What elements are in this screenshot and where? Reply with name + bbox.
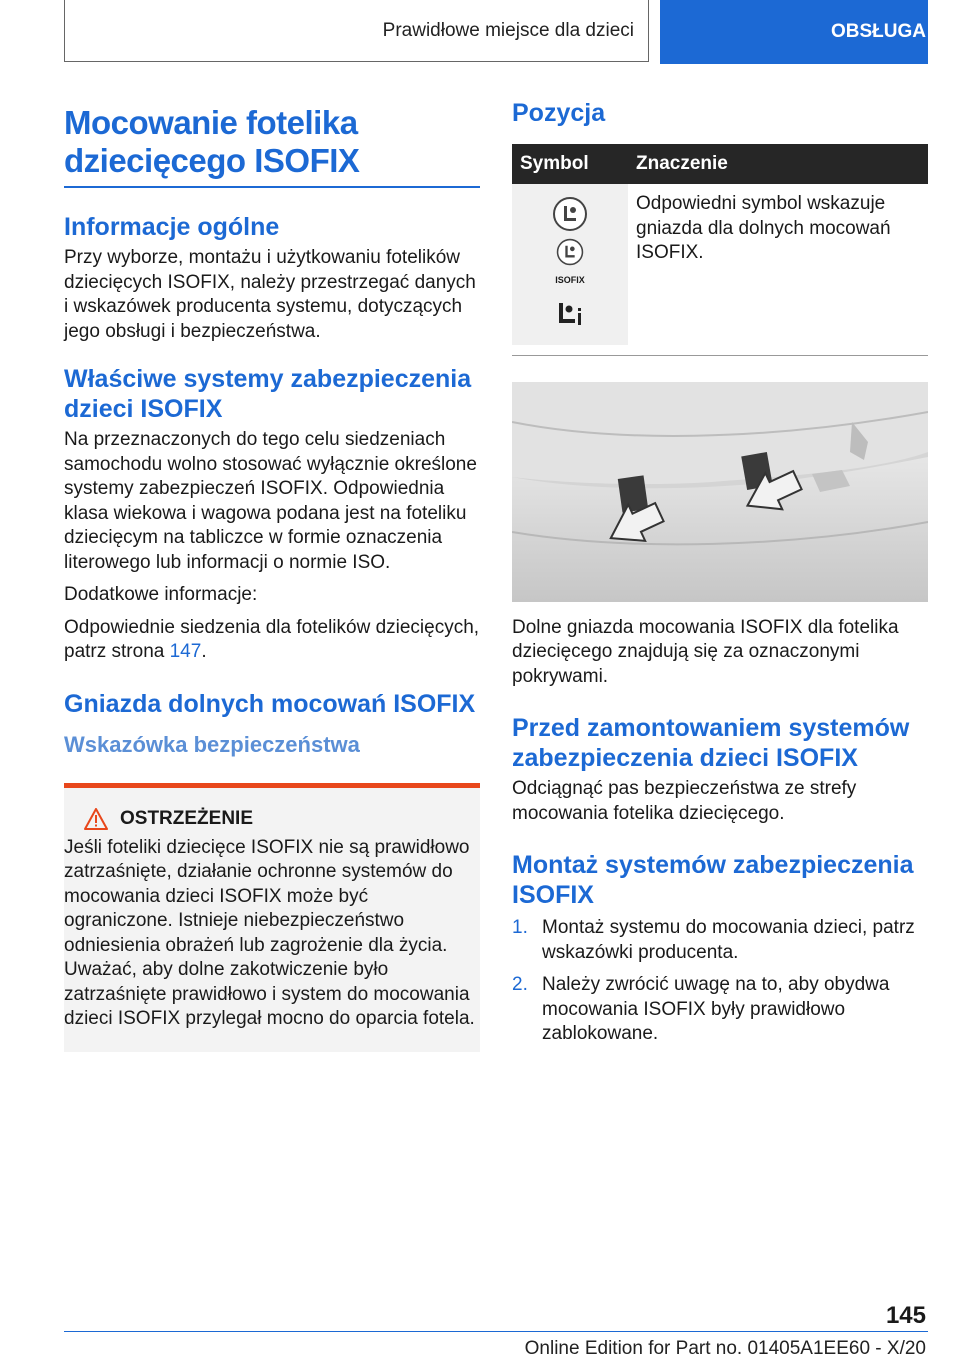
table-header-meaning: Znaczenie — [628, 144, 928, 184]
rear-seat-illustration — [512, 382, 928, 602]
step-number: 2. — [512, 974, 528, 995]
general-text: Przy wyborze, montażu i użytkowaniu fotelików dziecięcych ISOFIX, należy przestrzegać danych i wskazówek producenta systemu, dotyczących jego obsługi i bezpieczeństwa. — [64, 247, 476, 342]
before-heading: Przed zamontowaniem systemów zabezpieczenia dzieci ISOFIX — [512, 714, 910, 772]
photo-caption: Dolne gniazda mocowania ISOFIX dla fotelika dziecięcego znajdują się za oznaczonymi pokrywami. — [512, 616, 899, 687]
step-number: 1. — [512, 917, 528, 938]
chapter-label: OBSŁUGA — [831, 21, 926, 42]
table-bottom-rule — [512, 355, 928, 356]
systems-text: Na przeznaczonych do tego celu siedzeniach samochodu wolno stosować wyłącznie określone systemy zabezpieczeń ISOFIX. Odpowiednia klasa wiekowa i wagowa podana jest na foteliku dziecięcym na tabliczce w formie oznaczenia literowego lub informacji o normie ISO. — [64, 429, 477, 573]
child-seat-small-icon — [556, 238, 584, 266]
warning-box — [64, 783, 480, 1052]
warning-triangle-icon — [84, 808, 108, 830]
left-column — [64, 104, 480, 1052]
isofix-photo — [512, 382, 928, 602]
systems-heading: Właściwe systemy zabezpieczenia dzieci ISOFIX — [64, 365, 472, 423]
footer-edition: Online Edition for Part no. 01405A1EE60 - X/20 — [524, 1338, 926, 1359]
table-row — [512, 184, 928, 345]
child-seat-info-icon — [555, 299, 585, 329]
list-item — [512, 916, 928, 965]
mount-heading: Montaż systemów zabezpieczenia ISOFIX — [512, 851, 914, 909]
warning-text: Jeśli foteliki dziecięce ISOFIX nie są prawidłowo zatrzaśnięte, działanie ochronne systemów do mocowania dzieci ISOFIX może być ograniczone. Istnieje niebezpieczeństwo odniesienia obrażeń lub zagrożenie dla życia. Uważać, aby dolne zakotwiczenie było zatrzaśnięte prawidłowo i system do mocowania dzieci ISOFIX przylegał mocno do oparcia fotela. — [64, 836, 475, 1029]
step-text: Montaż systemu do mocowania dzieci, patrz wskazówki producenta. — [542, 917, 915, 963]
section-title: Prawidłowe miejsce dla dzieci — [64, 0, 649, 62]
warning-title — [64, 808, 480, 830]
additional-text — [64, 616, 480, 665]
page-title: Mocowanie fotelika dziecięcego ISOFIX — [64, 104, 360, 179]
page-link[interactable]: 147 — [169, 641, 202, 662]
title-divider — [64, 186, 480, 188]
footer-divider — [64, 1331, 928, 1332]
symbol-table — [512, 144, 928, 345]
additional-label: Dodatkowe informacje: — [64, 584, 258, 605]
table-header-symbol: Symbol — [512, 144, 628, 184]
additional-end: . — [201, 641, 207, 662]
position-heading: Pozycja — [512, 99, 606, 127]
before-text: Odciągnąć pas bezpieczeństwa ze strefy mocowania fotelika dziecięcego. — [512, 778, 857, 824]
general-heading: Informacje ogólne — [64, 213, 280, 241]
mount-steps — [512, 916, 928, 1047]
child-seat-circle-icon — [552, 196, 588, 232]
chapter-tab[interactable] — [660, 0, 928, 64]
step-text: Należy zwrócić uwagę na to, aby obydwa mocowania ISOFIX były prawidłowo zablokowane. — [542, 974, 890, 1044]
page-number: 145 — [885, 1302, 926, 1329]
isofix-label: ISOFIX — [555, 275, 585, 285]
anchors-heading: Gniazda dolnych mocowań ISOFIX — [64, 689, 476, 718]
additional-text-body: Odpowiednie siedzenia dla fotelików dziecięcych, patrz strona — [64, 616, 480, 662]
page-header — [64, 0, 928, 64]
warning-label: OSTRZEŻENIE — [120, 807, 254, 829]
right-column — [512, 98, 928, 1055]
list-item — [512, 973, 928, 1047]
safety-heading: Wskazówka bezpieczeństwa — [64, 731, 360, 757]
meaning-cell: Odpowiedni symbol wskazuje gniazda dla dolnych mocowań ISOFIX. — [636, 193, 891, 263]
symbol-cell — [512, 184, 628, 345]
